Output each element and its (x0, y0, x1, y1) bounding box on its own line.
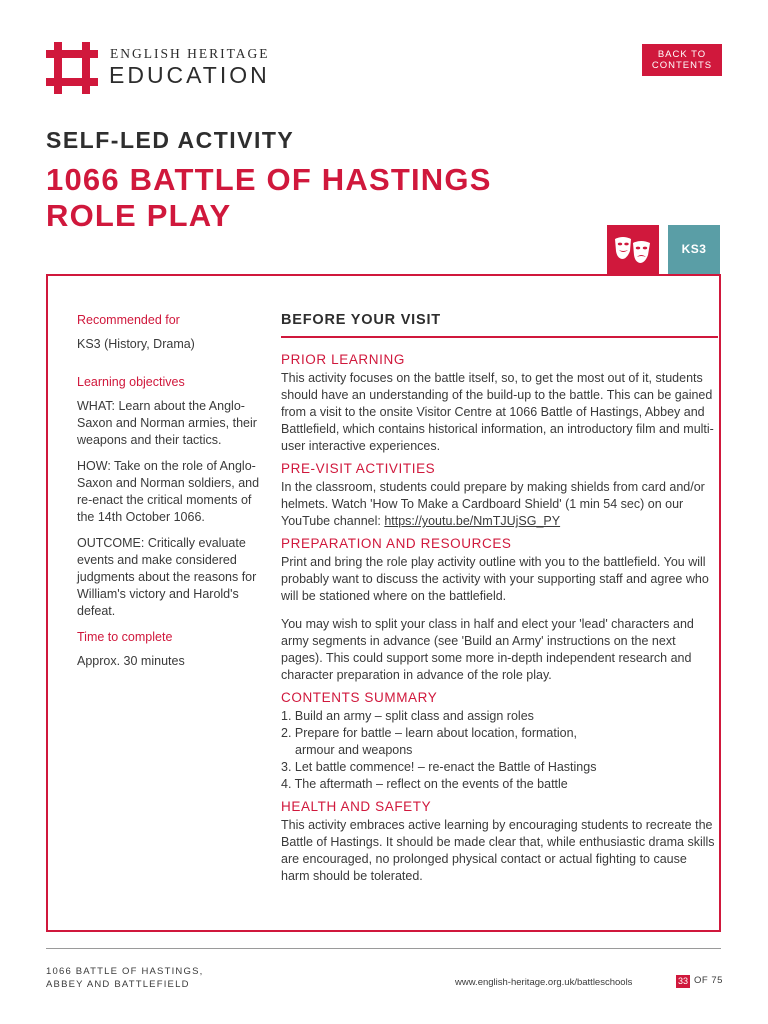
how-text: Take on the role of Anglo-Saxon and Norman soldiers, and re-enact the critical moments of the 14th October 1066. (77, 459, 260, 524)
list-item-continuation: armour and weapons (295, 743, 413, 757)
objective-how (77, 458, 267, 526)
time-value: Approx. 30 minutes (77, 654, 185, 668)
list-item: 4. The aftermath – reflect on the events of the battle (281, 777, 568, 791)
objectives-heading: Learning objectives (77, 375, 185, 389)
preparation-heading: PREPARATION AND RESOURCES (281, 536, 512, 551)
objective-outcome (77, 535, 267, 620)
footer-divider (46, 948, 721, 949)
footer-site-line1: 1066 BATTLE OF HASTINGS, (46, 966, 204, 977)
pre-visit-paragraph (281, 479, 718, 530)
preparation-text-1: Print and bring the role play activity outline with you to the battlefield. You will probably want to discuss the activity with your supporting staff and agree who will be stationed where on the battlefield. (281, 555, 709, 603)
title-line1: 1066 BATTLE OF HASTINGS (46, 162, 492, 197)
key-stage-badge: KS3 (668, 225, 720, 274)
list-item: 3. Let battle commence! – re-enact the Battle of Hastings (281, 760, 597, 774)
brand-name: ENGLISH HERITAGE (110, 46, 270, 61)
main-content (281, 312, 718, 890)
page-title (46, 162, 492, 234)
title-line2: ROLE PLAY (46, 198, 232, 233)
outcome-text: Critically evaluate events and make considered judgments about the reasons for William's victory and Harold's defeat. (77, 536, 257, 618)
english-heritage-logo (46, 42, 98, 94)
prior-learning-heading: PRIOR LEARNING (281, 352, 405, 367)
time-heading: Time to complete (77, 630, 173, 644)
theatre-masks-icon (607, 225, 659, 274)
health-safety-text: This activity embraces active learning by encouraging students to recreate the Battle of Hastings. It should be made clear that, while enthusiastic drama skills are encouraged, no prolonged physical contact or actual fighting to cause harm should be tolerated. (281, 818, 715, 883)
footer-site-line2: ABBEY AND BATTLEFIELD (46, 979, 190, 990)
activity-type-label: SELF-LED ACTIVITY (46, 127, 295, 153)
what-label: WHAT: (77, 399, 115, 413)
recommended-heading: Recommended for (77, 313, 180, 327)
list-item: 2. Prepare for battle – learn about location, formation, (281, 726, 578, 740)
pre-visit-heading: PRE-VISIT ACTIVITIES (281, 461, 436, 476)
how-label: HOW: (77, 459, 111, 473)
recommended-value: KS3 (History, Drama) (77, 337, 195, 351)
section-title: BEFORE YOUR VISIT (281, 312, 718, 338)
list-item: 1. Build an army – split class and assign roles (281, 709, 534, 723)
pre-visit-text: In the classroom, students could prepare by making shields from card and/or helmets. Watch 'How To Make a Cardboard Shield' (1 min 54 sec) on our YouTube channel: (281, 480, 705, 528)
page-number: 33 (677, 976, 688, 986)
health-safety-heading: HEALTH AND SAFETY (281, 799, 432, 814)
sidebar-info (77, 312, 267, 679)
contents-list (281, 708, 718, 793)
preparation-text-2: You may wish to split your class in half and elect your 'lead' characters and army segments in advance (see 'Build an Army' instructions on the next pages). This could support some more in-depth independent research and character preparation in advance of the role play. (281, 617, 694, 682)
what-text: Learn about the Anglo-Saxon and Norman armies, their weapons and their tactics. (77, 399, 257, 447)
back-button-line1: BACK TO (657, 49, 707, 60)
back-button-line2: CONTENTS (651, 60, 713, 71)
prior-learning-text: This activity focuses on the battle itself, so, to get the most out of it, students should have an understanding of the build-up to the battle. This can be gained from a visit to the onsite Visitor Centre at 1066 Battle of Hastings, Abbey and Battlefield, which contains historical information, an introductory film and multi-user interactive experiences. (281, 371, 714, 453)
footer-url[interactable]: www.english-heritage.org.uk/battleschools (455, 977, 633, 988)
outcome-label: OUTCOME: (77, 536, 145, 550)
drama-badge (607, 225, 659, 274)
objective-what (77, 398, 267, 449)
page-total: OF 75 (694, 975, 723, 986)
brand-education: EDUCATION (109, 62, 270, 88)
youtube-link[interactable]: https://youtu.be/NmTJUjSG_PY (384, 514, 561, 528)
contents-summary-heading: CONTENTS SUMMARY (281, 690, 438, 705)
back-to-contents-button[interactable] (642, 44, 722, 76)
